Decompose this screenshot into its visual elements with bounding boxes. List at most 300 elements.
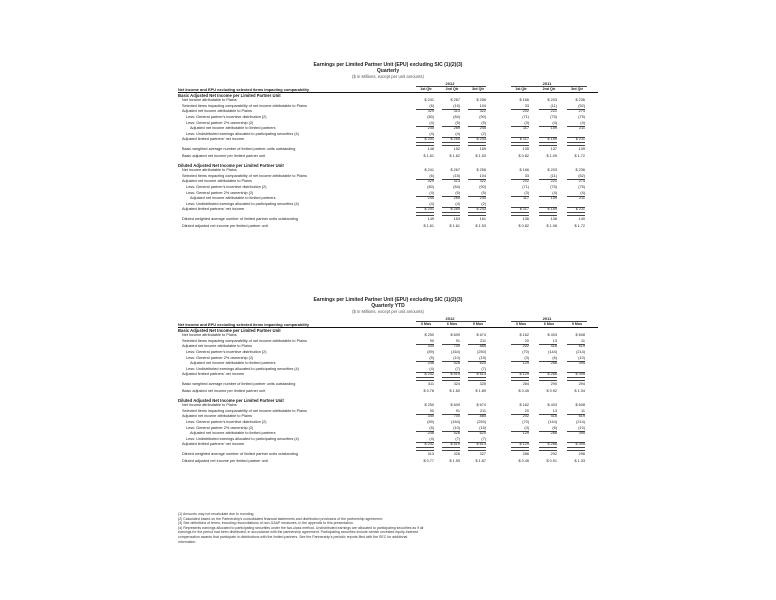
row-value: (6) — [429, 103, 434, 108]
column-header: 1st Qtr — [515, 86, 527, 91]
row-label: Adjusted limited partners' net income — [182, 207, 245, 212]
basic-row — [178, 109, 598, 114]
row-value: 135 — [522, 146, 529, 151]
basic-row — [178, 104, 598, 109]
row-value: (2) — [481, 201, 486, 206]
row-value: $ 250 — [424, 333, 434, 338]
row-value: $ 1.08 — [546, 224, 557, 229]
subsection-title: Basic Adjusted Net Income per Limited Partner Unit — [178, 92, 281, 98]
row-value: $ 0.45 — [518, 389, 529, 393]
row-value: 274 — [578, 179, 585, 184]
row-value: 221 — [550, 109, 557, 114]
row-value: (75) — [550, 114, 557, 119]
row-value: $ 0.92 — [546, 389, 557, 393]
row-value: 620 — [479, 431, 486, 436]
row-label: Basic adjusted net income per limited partner unit — [182, 154, 266, 158]
row-label: Selected items impacting comparability of net income attributable to Plains — [182, 408, 307, 413]
row-value: 138 — [550, 217, 557, 221]
row-label: Selected items impacting comparability of net income attributable to Plains — [182, 103, 307, 108]
total-double-underline — [468, 447, 486, 451]
row-value: 322 — [479, 109, 486, 114]
row-value: 269 — [453, 126, 460, 131]
row-value: (5) — [429, 425, 434, 430]
row-value: $ 608 — [575, 403, 585, 408]
diluted-row — [178, 426, 598, 431]
column-header: 9 Mos — [472, 321, 484, 326]
row-value: (164) — [451, 349, 460, 354]
row-label: Less: General partner 2% ownership (2) — [186, 190, 254, 195]
row-value: (4) — [455, 201, 460, 206]
row-value: $ 1.53 — [475, 224, 486, 229]
basic-row — [178, 115, 598, 120]
total-double-underline — [416, 142, 434, 146]
row-value: 159 — [550, 196, 557, 201]
row-value: $ 250 — [424, 403, 434, 408]
row-value: $ 166 — [519, 98, 529, 103]
row-value: $ 266 — [547, 372, 557, 377]
row-value: 700 — [453, 414, 460, 419]
row-value: 148 — [427, 146, 434, 151]
row-value: (5) — [455, 190, 460, 195]
row-value: $ 613 — [476, 442, 486, 447]
row-label: Diluted weighted average number of limited partner units outstanding — [182, 217, 298, 221]
diluted-row — [178, 409, 598, 414]
row-value: $ 203 — [547, 168, 557, 173]
row-label: Adjusted net income attributable to Plains — [182, 344, 252, 349]
total-double-underline — [416, 447, 434, 451]
row-value: $ 243 — [476, 207, 486, 212]
row-value: 211 — [479, 338, 486, 343]
row-value: (214) — [576, 420, 585, 424]
row-value: (4) — [580, 120, 585, 125]
row-value: $ 1.89 — [475, 389, 486, 393]
report-title: Earnings per Limited Partner Unit (EPU) excluding SIC (1)(2)(3) — [313, 62, 463, 68]
row-value: $ 1.61 — [449, 224, 460, 229]
column-header: 6 Mos — [543, 321, 555, 326]
footnote: earnings for the period had been distributed, in accordance with the partnership agreement. Participating securities include certain unvested equity-indexed — [178, 530, 419, 535]
report-title: Earnings per Limited Partner Unit (EPU) excluding SIC (1)(2)(3) — [313, 297, 463, 303]
row-value: 313 — [453, 109, 460, 114]
basic-row — [178, 382, 598, 387]
row-label: Selected items impacting comparability of net income attributable to Plains — [182, 338, 307, 343]
total-double-underline — [567, 142, 585, 146]
row-value: (7) — [481, 436, 486, 441]
row-value: $ 613 — [476, 372, 486, 377]
row-value: $ 1.61 — [423, 224, 434, 229]
row-value: 136 — [522, 217, 529, 221]
row-value: $ 1.34 — [574, 389, 585, 393]
row-value: 139 — [578, 146, 585, 151]
row-label: Adjusted limited partners' net income — [182, 442, 245, 447]
basic-row — [178, 356, 598, 361]
total-double-underline — [567, 377, 585, 381]
total-double-underline — [442, 142, 460, 146]
row-value: (6) — [552, 355, 557, 360]
row-value: (5) — [481, 190, 486, 195]
row-value: 33 — [524, 103, 529, 108]
row-value: $ 166 — [519, 168, 529, 173]
row-value: 292 — [550, 452, 557, 456]
row-value: (84) — [453, 114, 460, 119]
diluted-row — [178, 179, 598, 184]
row-value: $ 129 — [519, 442, 529, 447]
row-label: Less: General partner's incentive distribution (2) — [186, 185, 267, 189]
row-value: $ 1.53 — [475, 154, 486, 158]
row-value: (7) — [455, 366, 460, 371]
row-value: 20 — [524, 338, 529, 343]
report-units: ($ in Millions, except per unit amounts) — [352, 74, 424, 79]
total-double-underline — [511, 212, 529, 216]
row-label: Net income attributable to Plains — [182, 403, 237, 408]
row-value: $ 203 — [547, 98, 557, 103]
row-value: 269 — [453, 196, 460, 201]
basic-row — [178, 389, 598, 394]
row-value: (52) — [578, 173, 585, 178]
year-header: 2012 — [445, 81, 455, 86]
diluted-row — [178, 452, 598, 457]
row-value: (75) — [578, 185, 585, 189]
row-value: $ 241 — [424, 98, 434, 103]
row-label: Less: Undistributed earnings allocated to participating securities (4) — [186, 436, 299, 441]
total-double-underline — [511, 377, 529, 381]
row-value: $ 129 — [519, 372, 529, 377]
row-value: (10) — [578, 425, 585, 430]
row-value: $ 162 — [519, 403, 529, 408]
row-value: 620 — [479, 361, 486, 366]
row-value: 416 — [550, 344, 557, 349]
row-value: 245 — [427, 196, 434, 201]
total-double-underline — [468, 212, 486, 216]
row-label: Less: General partner 2% ownership (2) — [186, 425, 254, 430]
diluted-row — [178, 431, 598, 436]
row-value: 90 — [429, 408, 434, 413]
basic-row — [178, 367, 598, 372]
row-value: (3) — [524, 355, 529, 360]
row-value: $ 1.09 — [546, 154, 557, 158]
row-value: (80) — [427, 185, 434, 189]
row-value: $ 242 — [424, 442, 434, 447]
subsection-title-row — [178, 328, 598, 333]
row-label: Adjusted net income attributable to Plains — [182, 109, 252, 114]
row-value: 129 — [522, 431, 529, 436]
row-value: 286 — [522, 452, 529, 456]
diluted-row — [178, 168, 598, 173]
column-header: 9 Mos — [571, 321, 583, 326]
year-header: 2011 — [542, 81, 552, 86]
row-value: 326 — [453, 452, 460, 456]
row-value: 340 — [427, 414, 434, 419]
row-label: Less: Undistributed earnings allocated to participating securities (4) — [186, 131, 299, 136]
row-value: $ 211 — [575, 137, 585, 142]
row-value: $ 609 — [450, 333, 460, 338]
row-value: (3) — [524, 190, 529, 195]
row-label: Net income attributable to Plains — [182, 168, 237, 173]
row-value: $ 159 — [547, 207, 557, 212]
row-value: 885 — [479, 344, 486, 349]
row-value: 221 — [550, 179, 557, 184]
row-label: Diluted weighted average number of limited partner units outstanding — [182, 452, 298, 456]
row-value: (15) — [479, 425, 486, 430]
row-value: $ 403 — [547, 403, 557, 408]
total-double-underline — [511, 142, 529, 146]
row-value: 202 — [522, 414, 529, 419]
row-value: 324 — [453, 381, 460, 386]
row-value: 33 — [524, 173, 529, 178]
row-value: $ 267 — [450, 98, 460, 103]
row-value: (52) — [578, 103, 585, 108]
row-value: 91 — [455, 408, 460, 413]
diluted-row — [178, 174, 598, 179]
row-value: 416 — [550, 414, 557, 419]
row-label: Less: General partner 2% ownership (2) — [186, 120, 254, 125]
report-units: ($ in Millions, except per unit amounts) — [352, 309, 424, 314]
row-value: 129 — [522, 361, 529, 366]
row-value: (164) — [451, 420, 460, 424]
column-header: 1st Qtr — [420, 86, 432, 91]
row-value: $ 0.82 — [518, 154, 529, 158]
row-label: Diluted adjusted net income per limited partner unit — [182, 459, 268, 464]
total-double-underline — [442, 447, 460, 451]
footnote: information. — [178, 539, 197, 544]
row-value: (15) — [453, 103, 460, 108]
row-value: $ 236 — [575, 168, 585, 173]
diluted-row — [178, 437, 598, 442]
diluted-row — [178, 403, 598, 408]
row-value: $ 0.77 — [423, 459, 434, 464]
row-value: $ 265 — [450, 207, 460, 212]
row-label: Less: Undistributed earnings allocated to participating securities (4) — [186, 366, 299, 371]
row-value: $ 1.61 — [423, 154, 434, 158]
basic-row — [178, 126, 598, 131]
total-double-underline — [442, 212, 460, 216]
row-value: (250) — [477, 349, 486, 354]
section-header: Net Income and EPU excluding selected items impacting comparability — [178, 321, 310, 327]
row-value: (71) — [522, 114, 529, 119]
row-label: Basic weighted average number of limited partner units outstanding — [182, 146, 296, 151]
row-value: $ 1.60 — [449, 389, 460, 393]
row-value: 329 — [427, 179, 434, 184]
row-value: $ 519 — [450, 372, 460, 377]
row-value: $ 211 — [575, 207, 585, 212]
subsection-title-row — [178, 93, 598, 98]
row-value: (144) — [548, 420, 557, 424]
row-value: 327 — [479, 452, 486, 456]
subsection-title: Diluted Adjusted Net Income per Limited Partner Unit — [178, 397, 284, 403]
row-value: 91 — [455, 338, 460, 343]
row-value: (80) — [427, 114, 434, 119]
row-value: 202 — [522, 344, 529, 349]
row-label: Adjusted net income attributable to limited partners — [190, 431, 276, 436]
row-value: 395 — [578, 431, 585, 436]
row-value: (4) — [429, 201, 434, 206]
row-value: (75) — [550, 185, 557, 189]
year-header: 2012 — [445, 316, 455, 321]
row-label: Adjusted net income attributable to Plains — [182, 179, 252, 184]
basic-row — [178, 132, 598, 137]
row-value: (84) — [453, 185, 460, 189]
row-value: $ 1.72 — [574, 224, 585, 229]
column-header: 3rd Qtr — [472, 86, 484, 91]
row-value: 266 — [550, 431, 557, 436]
row-value: 11 — [581, 338, 585, 343]
row-label: Adjusted net income attributable to Plains — [182, 414, 252, 419]
row-value: 211 — [479, 408, 486, 413]
row-label: Basic weighted average number of limited partner units outstanding — [182, 381, 296, 386]
row-value: 137 — [550, 146, 557, 151]
row-value: 885 — [479, 414, 486, 419]
row-value: (10) — [453, 355, 460, 360]
row-value: 266 — [550, 361, 557, 366]
diluted-row — [178, 196, 598, 201]
total-double-underline — [567, 212, 585, 216]
row-label: Diluted adjusted net income per limited partner unit — [182, 224, 268, 229]
row-label: Adjusted limited partners' net income — [182, 372, 245, 377]
row-value: (10) — [578, 355, 585, 360]
row-label: Net income attributable to Plains — [182, 333, 237, 338]
row-value: 700 — [453, 344, 460, 349]
row-value: 395 — [578, 361, 585, 366]
row-value: 20 — [524, 408, 529, 413]
row-value: (4) — [552, 120, 557, 125]
row-label: Less: General partner's incentive distribution (2) — [186, 420, 267, 424]
row-value: (15) — [453, 173, 460, 178]
basic-row — [178, 154, 598, 159]
row-value: (4) — [429, 120, 434, 125]
basic-row — [178, 98, 598, 103]
row-label: Less: General partner's incentive distribution (2) — [186, 349, 267, 354]
row-value: (15) — [479, 355, 486, 360]
row-value: 11 — [581, 408, 585, 413]
basic-row — [178, 350, 598, 355]
row-value: $ 1.59 — [449, 459, 460, 464]
diluted-row — [178, 202, 598, 207]
row-value: 159 — [550, 126, 557, 131]
total-double-underline — [539, 212, 557, 216]
subsection-title: Basic Adjusted Net Income per Limited Partner Unit — [178, 327, 281, 333]
row-value: $ 256 — [476, 98, 486, 103]
row-value: (6) — [552, 425, 557, 430]
row-value: 619 — [578, 344, 585, 349]
row-value: $ 243 — [476, 137, 486, 142]
row-value: 311 — [427, 381, 434, 386]
row-value: 290 — [550, 381, 557, 386]
row-value: (3) — [524, 120, 529, 125]
row-value: (4) — [429, 131, 434, 136]
footnote: compensation awards that participate in distributions with the limited partners. See the Partnership's periodic reports filed with the SEC for additional — [178, 535, 408, 539]
row-value: (11) — [550, 103, 557, 108]
row-value: 340 — [427, 344, 434, 349]
row-value: 159 — [479, 146, 486, 151]
footnote: (4) Represents earnings allocated to participating securities under the two-class method. Undistributed earnings are allocated to participating securities as if all — [178, 525, 424, 530]
row-value: 322 — [479, 179, 486, 184]
row-value: 294 — [578, 381, 585, 386]
row-value: $ 242 — [424, 372, 434, 377]
row-value: (3) — [524, 425, 529, 430]
row-value: $ 266 — [547, 442, 557, 447]
row-value: $ 1.33 — [574, 459, 585, 464]
row-value: 284 — [522, 381, 529, 386]
row-value: $ 395 — [575, 442, 585, 447]
row-value: 104 — [479, 173, 486, 178]
total-double-underline — [539, 377, 557, 381]
diluted-row — [178, 224, 598, 229]
basic-row — [178, 361, 598, 366]
footnote: (2) Calculated based on the Partnership's consolidated financial statements and distribution provisions of the partnership agreement. — [178, 516, 384, 521]
row-value: (2) — [481, 131, 486, 136]
total-double-underline — [468, 142, 486, 146]
diluted-row — [178, 459, 598, 464]
row-value: (71) — [522, 185, 529, 189]
row-value: 117 — [522, 196, 529, 201]
row-value: $ 0.45 — [518, 459, 529, 464]
row-value: $ 241 — [424, 168, 434, 173]
diluted-row — [178, 185, 598, 190]
row-value: 149 — [427, 217, 434, 221]
row-value: (144) — [548, 349, 557, 354]
row-value: (89) — [427, 420, 434, 424]
row-label: Basic adjusted net income per limited partner unit — [182, 389, 266, 393]
row-value: (89) — [427, 349, 434, 354]
row-value: $ 1.87 — [475, 459, 486, 464]
diluted-row — [178, 191, 598, 196]
row-value: $ 0.78 — [423, 389, 434, 393]
basic-row — [178, 121, 598, 126]
total-double-underline — [442, 377, 460, 381]
row-value: (4) — [580, 190, 585, 195]
row-label: Selected items impacting comparability of net income attributable to Plains — [182, 173, 307, 178]
column-header: 2nd Qtr — [542, 86, 556, 91]
row-value: $ 117 — [519, 137, 529, 142]
row-label: Less: Undistributed earnings allocated to participating securities (4) — [186, 201, 299, 206]
year-header: 2011 — [542, 316, 552, 321]
row-value: 245 — [427, 126, 434, 131]
column-header: 6 Mos — [446, 321, 458, 326]
subsection-title-row — [178, 398, 598, 403]
row-value: 619 — [578, 414, 585, 419]
row-value: $ 608 — [575, 333, 585, 338]
row-value: 245 — [479, 196, 486, 201]
total-double-underline — [539, 447, 557, 451]
total-double-underline — [567, 447, 585, 451]
row-value: 202 — [522, 179, 529, 184]
row-value: (5) — [455, 120, 460, 125]
basic-row — [178, 372, 598, 377]
row-value: $ 159 — [547, 137, 557, 142]
row-value: (4) — [429, 190, 434, 195]
row-value: (4) — [429, 366, 434, 371]
row-value: (7) — [455, 436, 460, 441]
row-value: 161 — [479, 217, 486, 221]
section-header: Net Income and EPU excluding selected items impacting comparability — [178, 86, 310, 92]
row-value: $ 256 — [476, 168, 486, 173]
row-value: (90) — [479, 185, 486, 189]
subsection-title-row — [178, 163, 598, 168]
row-value: 274 — [578, 109, 585, 114]
row-value: 325 — [479, 381, 486, 386]
row-value: 211 — [578, 126, 585, 131]
row-value: 313 — [453, 179, 460, 184]
basic-row — [178, 344, 598, 349]
row-value: $ 674 — [476, 403, 486, 408]
row-value: $ 236 — [575, 98, 585, 103]
report-period: Quarterly — [376, 67, 400, 74]
column-header: 3rd Qtr — [571, 86, 583, 91]
row-value: (214) — [576, 349, 585, 354]
row-value: (90) — [479, 114, 486, 119]
row-value: 296 — [578, 452, 585, 456]
row-value: (70) — [522, 349, 529, 354]
row-value: $ 1.62 — [449, 154, 460, 158]
